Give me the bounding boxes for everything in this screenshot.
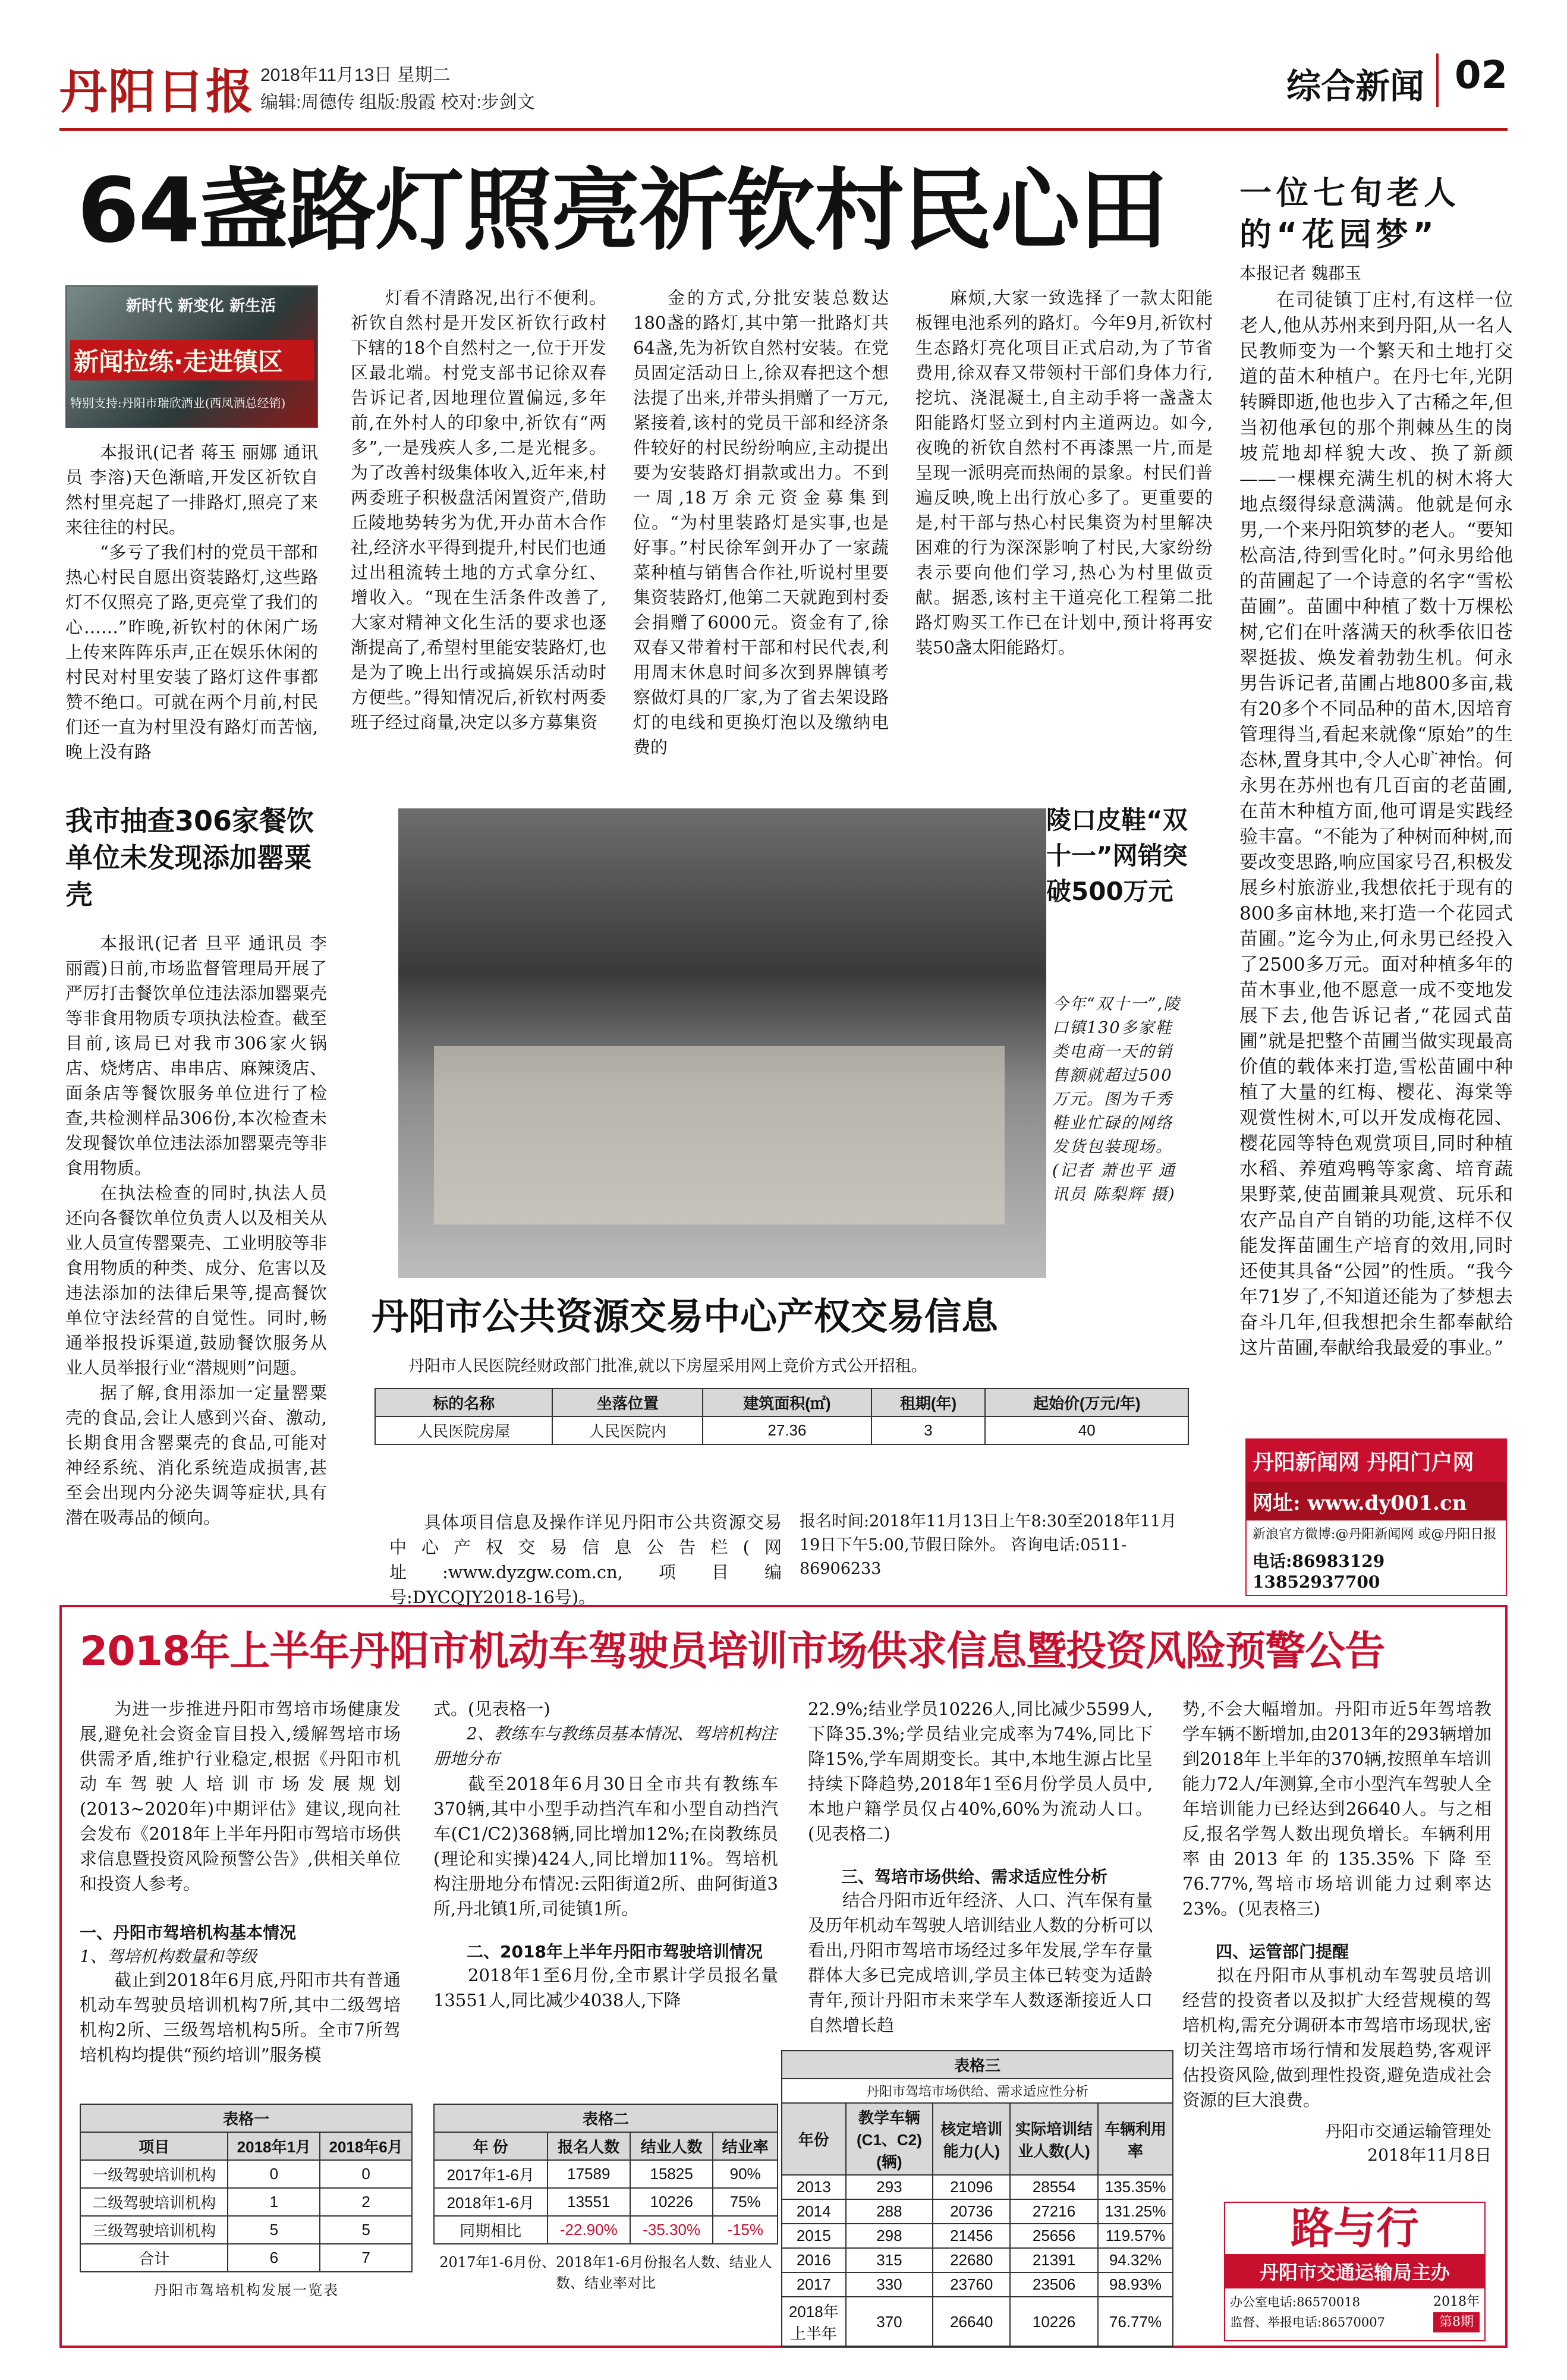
table-2-cell: 13551 <box>547 2188 630 2216</box>
table-3-cell: 131.25% <box>1098 2199 1173 2224</box>
road-ad-contacts <box>1230 2292 1385 2332</box>
trade-subtitle: 丹阳市人民医院经财政部门批准,就以下房屋采用网上竞价方式公开招租。 <box>408 1357 927 1375</box>
table-3-cell: 21456 <box>933 2224 1010 2248</box>
lead-headline: 64盏路灯照亮祈钦村民心田 <box>77 159 1167 263</box>
food-check-para-2: 在执法检查的同时,执法人员还向各餐饮单位负责人以及相关从业人员宣传罂粟壳、工业明胶等非食用物质的种类、成分、危害以及违法添加的法律后果等,提高餐饮单位守法经营的自觉性。同时,畅通举报投诉渠道,鼓励餐饮服务从业人员举报行业“潜规则”问题。 <box>65 1183 327 1378</box>
driving-notice <box>59 1605 1508 2348</box>
table-1-cell: 二级驾驶培训机构 <box>80 2188 228 2216</box>
lead-text-3: 金的方式,分批安装总数达180盏的路灯,其中第一批路灯共64盏,先为祈钦自然村安装。在党员固定活动日上,徐双春把这个想法提了出来,并带头捐赠了一万元,紧接着,该村的党员干部和经济条件较好的村民纷纷响应,主动提出要为安装路灯捐款或出力。不到一周,18万余元资金募集到位。“为村里装路灯是实事,也是好事。”村民徐军剑开办了一家蔬菜种植与销售合作社,听说村里要集资装路灯,他第二天就跑到村委会捐赠了6000元。资金有了,徐双春又带着村干部和村民代表,利用周末休息时间多次到界牌镇考察做灯具的厂家,为了省去架设路灯的电线和更换灯泡以及缴纳电费的 <box>633 288 889 757</box>
table-3-cell: 28554 <box>1010 2175 1098 2199</box>
notice-c2b: 截至2018年6月30日全市共有教练车370辆,其中小型手动挡汽车和小型自动挡汽车(C1/C2)368辆,同比增加12%;在岗教练员(理论和实操)424人,同比增加11%。驾培机构注册地分布情况:云阳街道2所、曲阿街道3所,丹北镇1所,司徒镇1所。 <box>433 1774 778 1919</box>
paper-logo: 丹阳日报 <box>59 64 254 119</box>
portal-url[interactable]: 网址: www.dy001.cn <box>1247 1482 1506 1520</box>
table-1-cell: 5 <box>320 2216 412 2244</box>
table-1-cell: 0 <box>228 2160 320 2188</box>
table-3-title: 表格三 <box>782 2051 1173 2079</box>
table-3-cell: 26640 <box>933 2297 1010 2347</box>
table-3-h3: 核定培训能力(人) <box>933 2103 1010 2175</box>
shoe-caption: 今年“双十一”,陵口镇130多家鞋类电商一天的销售额就超过500万元。图为千秀鞋业忙碌的网络发货包装现场。(记者 萧也平 通讯员 陈梨辉 摄) <box>1052 995 1181 1204</box>
table-2-cell: -22.90% <box>547 2216 630 2244</box>
table-3-cell: 330 <box>846 2272 933 2297</box>
table-1-cell: 一级驾驶培训机构 <box>80 2160 228 2188</box>
table-3-cell: 288 <box>846 2199 933 2224</box>
table-2-cell: 2017年1-6月 <box>434 2160 547 2188</box>
old-man-story <box>1239 172 1513 1361</box>
trade-th-5: 起始价(万元/年) <box>985 1389 1188 1416</box>
lead-col-4 <box>915 285 1213 660</box>
notice-h1a: 1、驾培机构数量和等级 <box>80 1947 257 1966</box>
table-3-cell: 22680 <box>933 2248 1010 2272</box>
table-3-cell: 370 <box>846 2297 933 2347</box>
issue-info <box>260 62 535 117</box>
table-3-cell: 23760 <box>933 2272 1010 2297</box>
table-3-cell: 20736 <box>933 2199 1010 2224</box>
table-3-cell: 76.77% <box>1098 2297 1173 2347</box>
table-3 <box>781 2050 1173 2347</box>
trade-th-3: 建筑面积(㎡) <box>703 1389 871 1416</box>
trade-table-wrap <box>375 1388 1189 1445</box>
table-1-cell: 三级驾驶培训机构 <box>80 2216 228 2244</box>
lead-col-2 <box>351 285 606 735</box>
notice-c4a: 势,不会大幅增加。丹阳市近5年驾培教学车辆不断增加,由2013年的293辆增加到2018年上半年的370辆,按照单车培训能力72人/年测算,全市小型汽车驾驶人全年培训能力已经达到26640人。与之相反,报名学驾人数出现负增长。车辆利用率由2013年的135.35%下降至76.77%,驾培市场培训能力过剩率达23%。(见表格三) <box>1182 1699 1492 1919</box>
notice-h3: 三、驾培市场供给、需求适应性分析 <box>841 1867 1108 1887</box>
road-ad-number: 第8期 <box>1433 2312 1480 2332</box>
table-2-cell: 17589 <box>547 2160 630 2188</box>
table-1-cell: 合计 <box>80 2244 228 2272</box>
trade-detail: 具体项目信息及操作详见丹阳市公共资源交易中心产权交易信息公告栏(网址:www.dyzgw.com.cn,项目编号:DYCQJY2018-16号)。 <box>389 1512 782 1607</box>
trade-td-1: 人民医院房屋 <box>375 1416 552 1444</box>
trade-td-2: 人民医院内 <box>552 1416 703 1444</box>
notice-c3b: 结合丹阳市近年经济、人口、汽车保有量及历年机动车驾驶人培训结业人数的分析可以看出,丹阳市驾培市场经过多年发展,学车存量群体大多已完成培训,学员主体已转变为适龄青年,预计丹阳市未来学车人数逐渐接近人口自然增长趋 <box>808 1890 1153 2035</box>
table-3-h2: 教学车辆(C1、C2)(辆) <box>846 2103 933 2175</box>
trade-td-3: 27.36 <box>703 1416 871 1444</box>
road-ad-issue <box>1433 2292 1480 2332</box>
road-ad-title: 路与行 <box>1290 2203 1419 2253</box>
table-3-block <box>781 2050 1173 2347</box>
table-3-cell: 293 <box>846 2175 933 2199</box>
road-ad-org: 丹阳市交通运输局主办 <box>1225 2254 1484 2288</box>
notice-c1b: 截止到2018年6月底,丹阳市共有普通机动车驾驶员培训机构7所,其中二级驾培机构2所、三级驾培机构5所。全市7所驾培机构均提供“预约培训”服务模 <box>80 1970 401 2065</box>
notice-h4: 四、运管部门提醒 <box>1216 1942 1349 1962</box>
section-name: 综合新闻 <box>1286 66 1424 106</box>
table-2-cell: -15% <box>713 2216 778 2244</box>
table-3-cell: 21391 <box>1010 2248 1098 2272</box>
table-3-subtitle: 丹阳市驾培市场供给、需求适应性分析 <box>782 2079 1173 2103</box>
lead-col-1 <box>65 440 318 764</box>
table-2-cell: 10226 <box>630 2188 713 2216</box>
notice-col-2 <box>433 1696 778 2013</box>
trade-th-4: 租期(年) <box>871 1389 986 1416</box>
table-3-h5: 车辆利用率 <box>1098 2103 1173 2175</box>
table-1-caption: 丹阳市驾培机构发展一览表 <box>153 2282 339 2299</box>
table-1-cell: 7 <box>320 2244 412 2272</box>
table-2-cell: 15825 <box>630 2160 713 2188</box>
trade-contact: 报名时间:2018年11月13日上午8:30至2018年11月19日下午5:00,节假日除外。 咨询电话:0511-86906233 <box>800 1512 1177 1578</box>
notice-title: 2018年上半年丹阳市机动车驾驶员培训市场供求信息暨投资风险预警公告 <box>80 1628 1385 1675</box>
road-ad-year: 2018年 <box>1433 2294 1480 2309</box>
old-man-byline: 本报记者 魏郡玉 <box>1239 263 1361 283</box>
table-2-h4: 结业率 <box>713 2132 778 2160</box>
lead-text-4: 麻烦,大家一致选择了一款太阳能板锂电池系列的路灯。今年9月,祈钦村生态路灯亮化项目正式启动,为了节省费用,徐双春又带领村干部们身体力行,挖坑、浇混凝土,自主动手将一盏盏太阳能路灯竖立到村内主道两边。如今,夜晚的祈钦自然村不再漆黑一片,而是呈现一派明亮而热闹的景象。村民们普遍反映,晚上出行放心多了。更重要的是,村干部与热心村民集资为村里解决困难的行为深深影响了村民,大家纷纷表示要向他们学习,热心为村里做贡献。据悉,该村主干道亮化工程第二批路灯购买工作已在计划中,预计将再安装50盏太阳能路灯。 <box>915 288 1213 657</box>
table-2-caption: 2017年1-6月份、2018年1-6月份报名人数、结业人数、结业率对比 <box>439 2254 772 2291</box>
table-3-cell: 98.93% <box>1098 2272 1173 2297</box>
masthead <box>59 48 1508 131</box>
food-check-title: 我市抽查306家餐饮单位未发现添加罂粟壳 <box>65 805 314 911</box>
table-1-cell: 6 <box>228 2244 320 2272</box>
table-2-h1: 年 份 <box>434 2132 547 2160</box>
notice-c3: 22.9%;结业学员10226人,同比减少5599人,下降35.3%;学员结业完成率为74%,同比下降15%,学车周期变长。其中,本地生源占比呈持续下降趋势,2018年1至6月份学员人员中,本地户籍学员仅占40%,60%为流动人口。(见表格二) <box>808 1699 1153 1844</box>
lead-byline: 本报讯(记者 蒋玉 丽娜 通讯员 李溶)天色渐暗,开发区祈钦自然村里亮起了一排路灯,照亮了来来往往的村民。 <box>65 442 318 537</box>
notice-h2: 二、2018年上半年丹阳市驾驶培训情况 <box>467 1942 763 1962</box>
shoe-title: 陵口皮鞋“双十一”网销突破500万元 <box>1046 805 1188 906</box>
table-3-cell: 2014 <box>782 2199 846 2224</box>
old-man-title: 一位七旬老人的“花园梦” <box>1239 174 1461 253</box>
table-3-cell: 2016 <box>782 2248 846 2272</box>
badge-slogan: 新时代 新变化 新生活 <box>126 297 276 315</box>
portal-weibo: 新浪官方微博:@丹阳新闻网 或@丹阳日报 <box>1253 1527 1497 1542</box>
table-3-h4: 实际培训结业人数(人) <box>1010 2103 1098 2175</box>
table-2-cell: 2018年1-6月 <box>434 2188 547 2216</box>
table-2-cell: 75% <box>713 2188 778 2216</box>
lead-text-1: “多亏了我们村的党员干部和热心村民自愿出资装路灯,这些路灯不仅照亮了路,更亮堂了我们的心……”昨晚,祈钦村的休闲广场上传来阵阵乐声,正在娱乐休闲的村民对村里安装了路灯这件事都赞不绝口。可就在两个月前,村民们还一直为村里没有路灯而苦恼,晚上没有路 <box>65 542 318 762</box>
shoe-story <box>1046 802 1189 909</box>
table-3-cell: 315 <box>846 2248 933 2272</box>
road-ad <box>1224 2202 1486 2341</box>
badge-title: 新闻拉练·走进镇区 <box>70 340 314 380</box>
issue-date: 2018年11月13日 星期二 <box>260 65 451 85</box>
table-3-cell: 2015 <box>782 2224 846 2248</box>
table-3-cell: 119.57% <box>1098 2224 1173 2248</box>
shoe-warehouse-photo <box>398 808 1046 1278</box>
table-3-cell: 25656 <box>1010 2224 1098 2248</box>
notice-c2c: 2018年1至6月份,全市累计学员报名量13551人,同比减少4038人,下降 <box>433 1965 778 2010</box>
table-1-block <box>80 2104 413 2299</box>
table-3-cell: 2017 <box>782 2272 846 2297</box>
portal-phone: 电话:86983129 13852937700 <box>1253 1551 1385 1592</box>
table-1-title: 表格一 <box>80 2104 412 2132</box>
table-2-cell: 同期相比 <box>434 2216 547 2244</box>
food-check-para-3: 据了解,食用添加一定量罂粟壳的食品,会让人感到兴奋、激动,长期食用含罂粟壳的食品,可能对神经系统、消化系统造成损害,甚至会出现内分泌失调等症状,具有潜在吸毒品的倾向。 <box>65 1383 327 1528</box>
notice-sign-date: 2018年11月8日 <box>1367 2145 1492 2165</box>
lead-col-3 <box>633 285 889 760</box>
road-ad-phone-1: 办公室电话:86570018 <box>1230 2295 1360 2309</box>
photo-table-area <box>434 1046 1005 1224</box>
notice-c4b: 拟在丹阳市从事机动车驾驶员培训经营的投资者以及拟扩大经营规模的驾培机构,需充分调研本市驾培市场现状,密切关注驾培市场行情和发展趋势,客观评估投资风险,做到理性投资,避免造成社会资源的巨大浪费。 <box>1182 1965 1492 2110</box>
table-3-cell: 27216 <box>1010 2199 1098 2224</box>
road-ad-phone-2: 监督、举报电话:86570007 <box>1230 2315 1385 2329</box>
notice-col-4 <box>1182 1696 1492 2166</box>
page-number: 02 <box>1436 53 1508 107</box>
table-1-cell: 1 <box>228 2188 320 2216</box>
badge-sponsor: 特别支持:丹阳市瑞欣酒业(西凤酒总经销) <box>70 396 286 410</box>
portal-title: 丹阳新闻网 丹阳门户网 <box>1247 1440 1506 1482</box>
lead-text-2: 灯看不清路况,出行不便利。祈钦自然村是开发区祈钦行政村下辖的18个自然村之一,位于开发区最北端。村党支部书记徐双春告诉记者,因地理位置偏远,多年前,在外村人的印象中,祈钦有“两多”,一是残疾人多,二是光棍多。为了改善村级集体收入,近年来,村两委班子积极盘活闲置资产,借助丘陵地势转劣为优,开办苗木合作社,经济水平得到提升,村民们也通过出租流转土地的方式拿分红、增收入。“现在生活条件改善了,大家对精神文化生活的要求也逐渐提高了,希望村里能安装路灯,也是为了晚上出行或搞娱乐活动时方便些。”得知情况后,祈钦村两委班子经过商量,决定以多方募集资 <box>351 288 606 732</box>
table-2-h2: 报名人数 <box>547 2132 630 2160</box>
trade-notice <box>360 1287 1225 1607</box>
food-check-story <box>65 802 327 1530</box>
column-badge <box>65 285 318 428</box>
table-1 <box>80 2104 413 2272</box>
table-3-cell: 23506 <box>1010 2272 1098 2297</box>
old-man-body: 在司徒镇丁庄村,有这样一位老人,他从苏州来到丹阳,从一名人民教师变为一个繁天和土地打交道的苗木种植户。在丹七年,光阴转瞬即逝,他也步入了古稀之年,但当初他承包的那个荆棘丛生的岗坡荒地却样貌大改、换了新颜——一棵棵充满生机的树木将大地点缀得绿意满满。他就是何永男,一个来丹阳筑梦的老人。“要知松高洁,待到雪化时。”何永男给他的苗圃起了一个诗意的名字“雪松苗圃”。苗圃中种植了数十万棵松树,它们在叶落满天的秋季依旧苍翠挺拔、焕发着勃勃生机。何永男告诉记者,苗圃占地800多亩,栽有20多个不同品种的苗木,因培育管理得当,看起来就像“原始”的生态林,置身其中,令人心旷神怡。何永男在苏州也有几百亩的老苗圃,在苗木种植方面,他可谓是实践经验丰富。“不能为了种树而种树,而要改变思路,响应国家号召,积极发展乡村旅游业,我想依托于现有的800多亩林地,来打造一个花园式苗圃。”迄今为止,何永男已经投入了2500多万元。面对种植多年的苗木事业,他不愿意一成不变地发展下去,他告诉记者,“花园式苗圃”就是把整个苗圃当做实现最高价值的载体来打造,雪松苗圃中种植了大量的红梅、樱花、海棠等观赏性树木,可以开发成梅花园、樱花园等特色观赏项目,同时种植水稻、养殖鸡鸭等家禽、培育蔬果野菜,使苗圃兼具观赏、玩乐和农产品自产自销的功能,这样不仅能发挥苗圃生产培育的效用,同时还使其具备“公园”的性质。“我今年71岁了,不知道还能为了梦想去奋斗几年,但我想把余生都奉献给这片苗圃,奉献给我最爱的事业。” <box>1239 289 1513 1359</box>
trade-td-4: 3 <box>871 1416 986 1444</box>
table-1-cell: 5 <box>228 2216 320 2244</box>
notice-signature: 丹阳市交通运输管理处 <box>1324 2121 1492 2141</box>
table-1-cell: 2 <box>320 2188 412 2216</box>
notice-h2a: 2、教练车与教练员基本情况、驾培机构注册地分布 <box>433 1724 777 1768</box>
table-3-cell: 21096 <box>933 2175 1010 2199</box>
notice-c2: 式。(见表格一) <box>433 1699 550 1719</box>
table-3-h1: 年份 <box>782 2103 846 2175</box>
table-1-h3: 2018年6月 <box>320 2132 412 2160</box>
notice-col-1 <box>80 1696 401 2067</box>
notice-intro: 为进一步推进丹阳市驾培市场健康发展,避免社会资金盲目投入,缓解驾培市场供需矛盾,维护行业稳定,根据《丹阳市机动车驾驶人培训市场发展规划(2013~2020年)中期评估》建议,现向社会发布《2018年上半年丹阳市驾培市场供求信息暨投资风险预警公告》,供相关单位和投资人参考。 <box>80 1699 401 1894</box>
table-2-h3: 结业人数 <box>630 2132 713 2160</box>
table-1-h2: 2018年1月 <box>228 2132 320 2160</box>
table-1-cell: 0 <box>320 2160 412 2188</box>
table-3-cell: 2018年上半年 <box>782 2297 846 2347</box>
table-3-cell: 10226 <box>1010 2297 1098 2347</box>
news-portal-ad <box>1245 1438 1507 1596</box>
table-3-cell: 135.35% <box>1098 2175 1173 2199</box>
table-3-cell: 94.32% <box>1098 2248 1173 2272</box>
table-1-h1: 项目 <box>80 2132 228 2160</box>
editor-credits: 编辑:周德传 组版:殷霞 校对:步剑文 <box>260 93 535 112</box>
food-check-para-1: 本报讯(记者 旦平 通讯员 李丽霞)日前,市场监督管理局开展了严厉打击餐饮单位违法添加罂粟壳等非食用物质专项执法检查。截至目前,该局已对我市306家火锅店、烧烤店、串串店、麻辣烫店、面条店等餐饮服务单位进行了检查,共检测样品306份,本次检查未发现餐饮单位违法添加罂粟壳等非食用物质。 <box>65 933 327 1178</box>
table-3-cell: 298 <box>846 2224 933 2248</box>
trade-title: 丹阳市公共资源交易中心产权交易信息 <box>372 1295 999 1338</box>
trade-th-2: 坐落位置 <box>552 1389 703 1416</box>
table-2-cell: 90% <box>713 2160 778 2188</box>
table-2-block <box>433 2104 778 2292</box>
table-2 <box>433 2104 778 2244</box>
trade-th-1: 标的名称 <box>375 1389 552 1416</box>
table-3-cell: 2013 <box>782 2175 846 2199</box>
trade-table <box>375 1388 1189 1445</box>
notice-h1: 一、丹阳市驾培机构基本情况 <box>80 1923 297 1943</box>
table-2-title: 表格二 <box>434 2104 778 2132</box>
notice-col-3 <box>808 1696 1153 2038</box>
trade-td-5: 40 <box>985 1416 1188 1444</box>
table-2-cell: -35.30% <box>630 2216 713 2244</box>
